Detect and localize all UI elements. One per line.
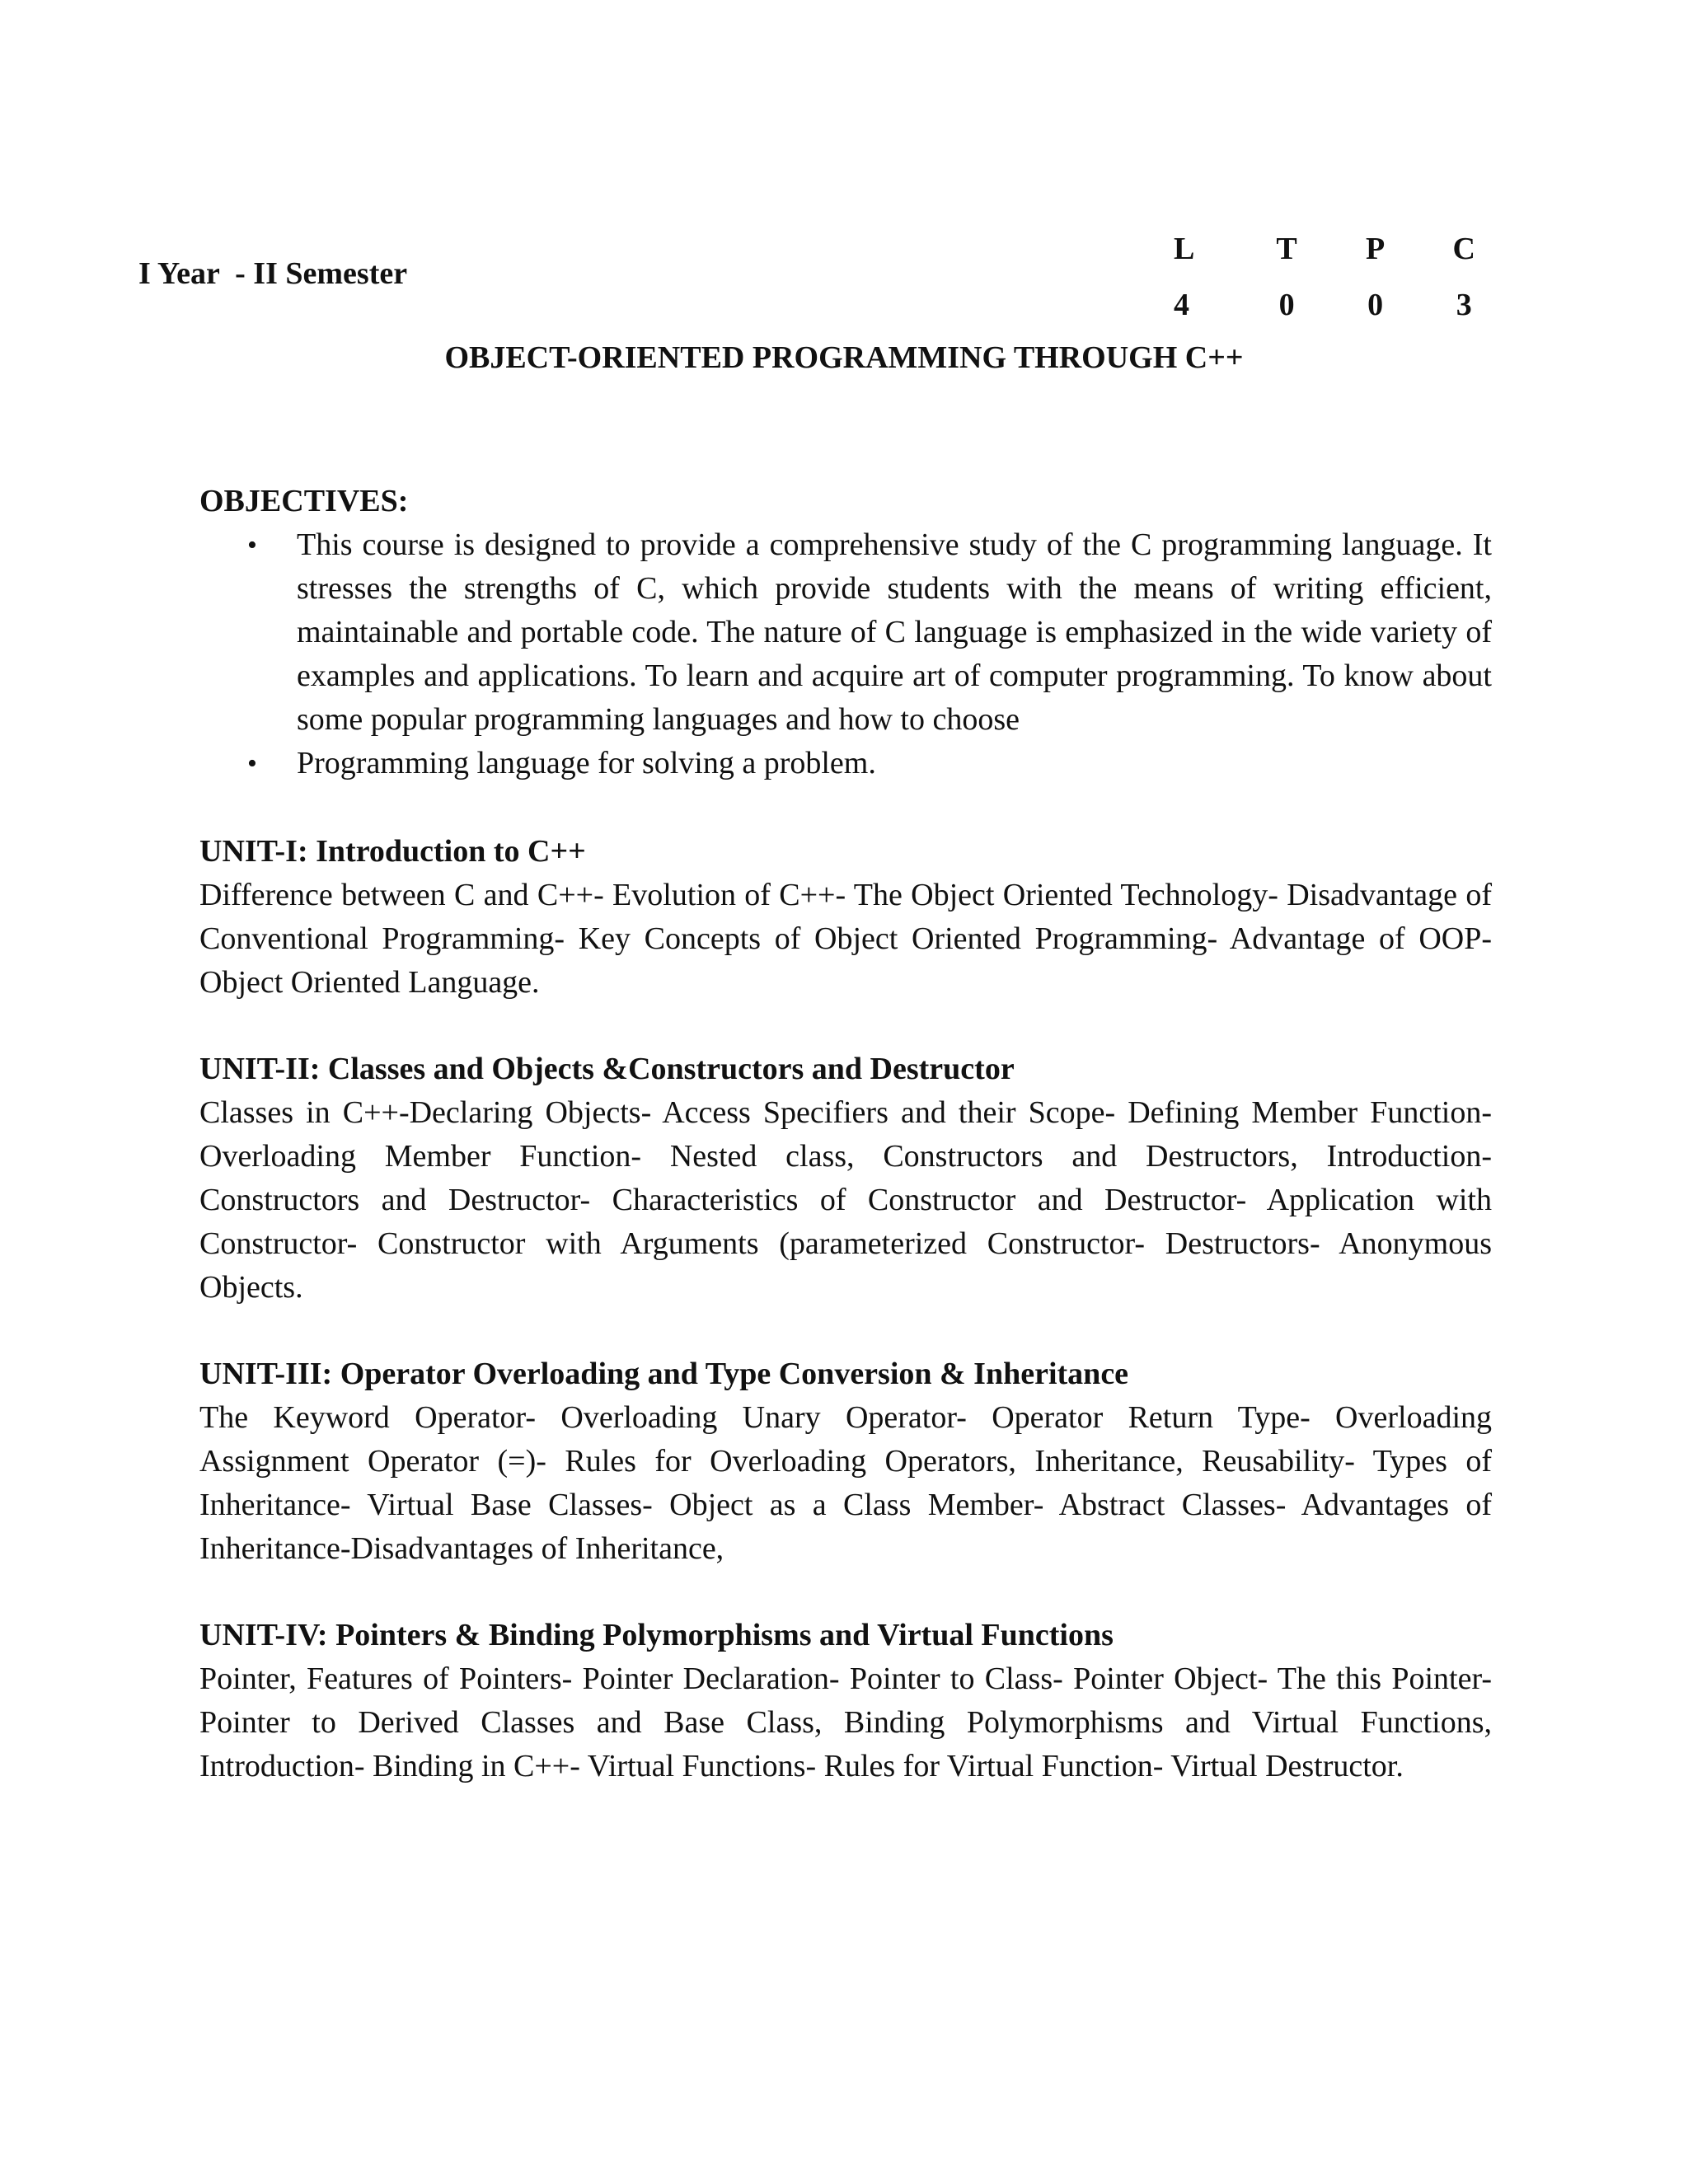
objectives-section [199,480,1492,785]
bullet-icon: • [247,748,257,779]
syllabus-content [199,480,1492,1788]
unit-2-body: Classes in C++-Declaring Objects- Access Specifiers and their Scope- Defining Member Function-Overloading Member Function- Nested class, Constructors and Destructors, Introduction- Constructors and Destructor- Characteristics of Constructor and Destructor- Application with Constructor- Constructor with Arguments (parameterized Constructor- Destructors- Anonymous Objects. [199,1095,1492,1305]
unit-4-body: Pointer, Features of Pointers- Pointer Declaration- Pointer to Class- Pointer Object- The this Pointer- Pointer to Derived Classes and Base Class, Binding Polymorphisms and Virtual Functions, Introduction- Binding in C++- Virtual Functions- Rules for Virtual Function- Virtual Destructor. [199,1661,1492,1783]
objective-item [199,742,1492,785]
unit-1-title: UNIT-I: Introduction to C++ [199,834,586,869]
bullet-icon: • [247,530,257,560]
objectives-list [199,523,1492,785]
credits-value-l: 4 [1174,288,1189,322]
credits-value-row [1137,277,1508,333]
unit-3-title: UNIT-III: Operator Overloading and Type Conversion & Inheritance [199,1357,1129,1391]
semester-label: I Year - II Semester [138,256,408,291]
unit-3-body: The Keyword Operator- Overloading Unary Operator- Operator Return Type- Overloading Assignment Operator (=)- Rules for Overloading Operators, Inheritance, Reusability- Types of Inheritance- Virtual Base Classes- Object as a Class Member- Abstract Classes- Advantages of Inheritance-Disadvantages of Inheritance, [199,1400,1492,1566]
credits-label-c: C [1452,232,1475,266]
credits-label-p: P [1366,232,1386,266]
unit-1-section [199,830,1492,1005]
credits-table [1137,221,1508,333]
objective-item [199,523,1492,742]
credits-header-row [1137,221,1508,277]
credits-value-p: 0 [1367,288,1384,322]
credits-value-c: 3 [1456,288,1472,322]
unit-4-title: UNIT-IV: Pointers & Binding Polymorphisms and Virtual Functions [199,1618,1114,1652]
unit-2-title: UNIT-II: Classes and Objects &Constructors and Destructor [199,1052,1015,1086]
objective-text: Programming language for solving a problem. [297,746,876,780]
credits-label-t: T [1276,232,1297,266]
unit-1-body: Difference between C and C++- Evolution of C++- The Object Oriented Technology- Disadvantage of Conventional Programming- Key Concepts of Object Oriented Programming- Advantage of OOP- Object Oriented Language. [199,878,1492,1000]
unit-2-section [199,1047,1492,1310]
unit-4-section [199,1614,1492,1788]
credits-label-l: L [1174,232,1195,266]
course-title: OBJECT-ORIENTED PROGRAMMING THROUGH C++ [444,340,1244,375]
objectives-heading: OBJECTIVES: [199,484,409,518]
credits-value-t: 0 [1278,288,1295,322]
objective-text: This course is designed to provide a comprehensive study of the C programming language. It stresses the strengths of C, which provide students with the means of writing efficient, maintainable and portable code. The nature of C language is emphasized in the wide variety of examples and applications. To learn and acquire art of computer programming. To know about some popular programming languages and how to choose [297,527,1492,737]
unit-3-section [199,1352,1492,1571]
